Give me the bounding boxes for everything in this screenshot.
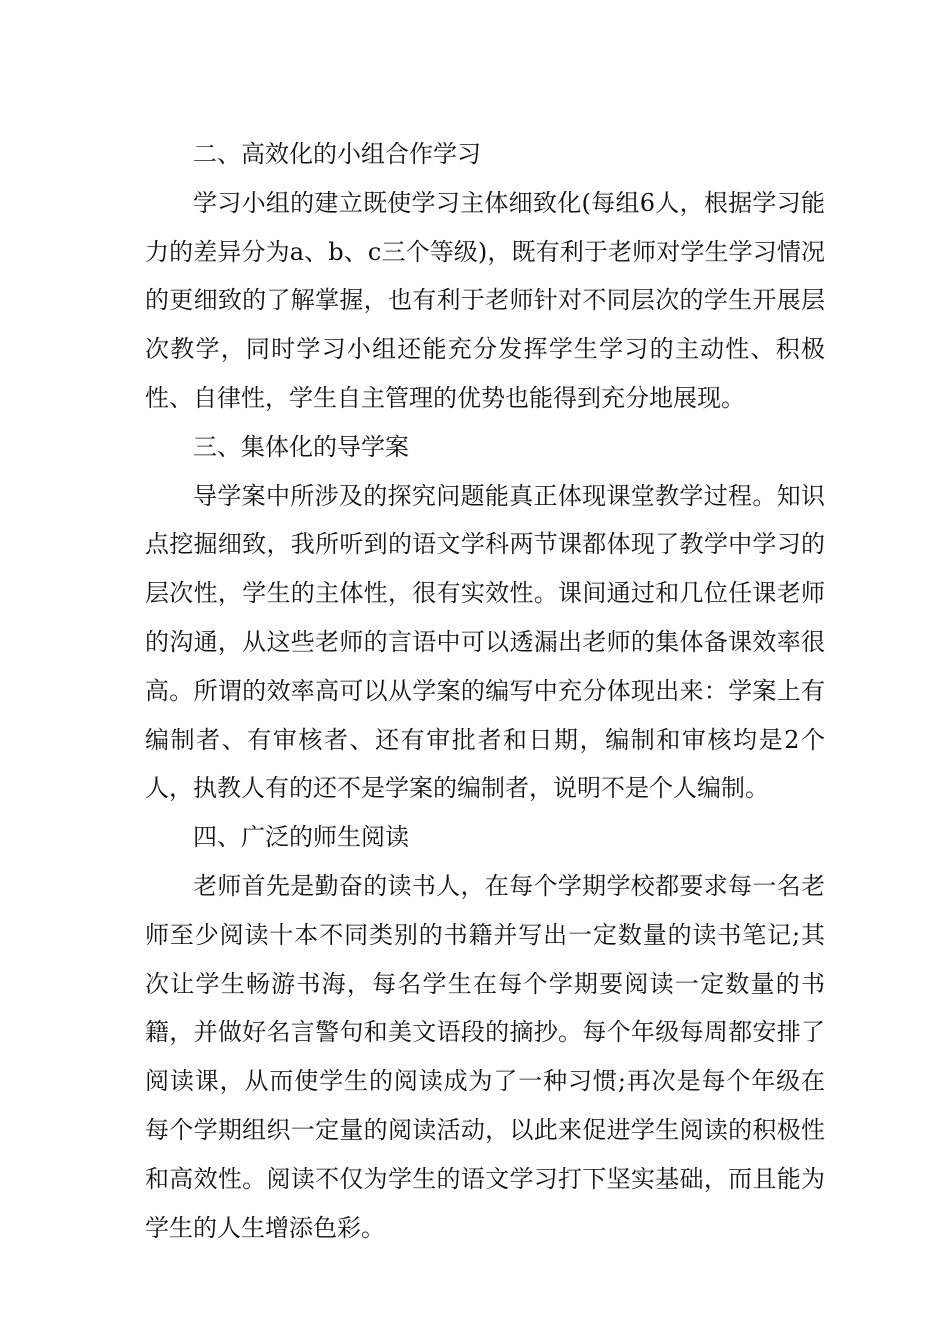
document-body <box>145 130 825 1252</box>
section-heading-4: 四、广泛的师生阅读 <box>193 823 409 852</box>
section-paragraph-2: 学习小组的建立既使学习主体细致化(每组6人，根据学习能力的差异分为a、b、c三个等级)，既有利于老师对学生学习情况的更细致的了解掌握，也有利于老师针对不同层次的学生开展层次教学，同时学习小组还能充分发挥学生学习的主动性、积极性、自律性，学生自主管理的优势也能得到充分地展现。 <box>145 188 825 412</box>
section-heading-2: 二、高效化的小组合作学习 <box>193 140 481 168</box>
section-paragraph-3: 导学案中所涉及的探究问题能真正体现课堂教学过程。知识点挖掘细致，我所听到的语文学科两节课都体现了教学中学习的层次性，学生的主体性，很有实效性。课间通过和几位任课老师的沟通，从这些老师的言语中可以透漏出老师的集体备课效率很高。所谓的效率高可以从学案的编写中充分体现出来：学案上有编制者、有审核者、还有审批者和日期，编制和审核均是2个人，执教人有的还不是学案的编制者，说明不是个人编制。 <box>145 481 825 803</box>
section-heading-3: 三、集体化的导学案 <box>193 432 409 461</box>
section-paragraph-4: 老师首先是勤奋的读书人，在每个学期学校都要求每一名老师至少阅读十本不同类别的书籍并写出一定数量的读书笔记;其次让学生畅游书海，每名学生在每个学期要阅读一定数量的书籍，并做好名言警句和美文语段的摘抄。每个年级每周都安排了阅读课，从而使学生的阅读成为了一种习惯;再次是每个年级在每个学期组织一定量的阅读活动，以此来促进学生阅读的积极性和高效性。阅读不仅为学生的语文学习打下坚实基础，而且能为学生的人生增添色彩。 <box>145 871 825 1242</box>
